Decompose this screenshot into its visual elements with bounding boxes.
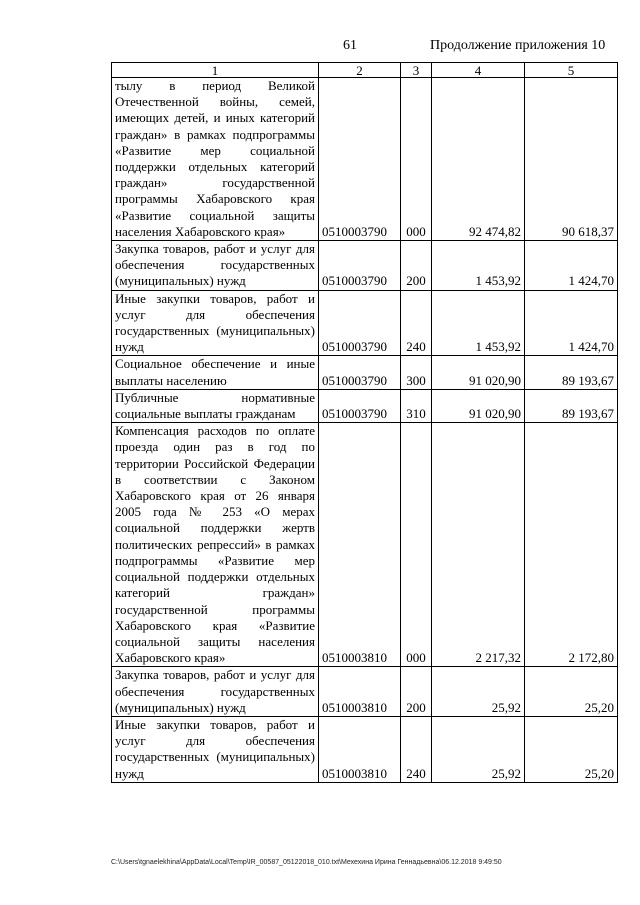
- row-sum-2: 2 172,80: [525, 423, 618, 667]
- row-name: Компенсация расходов по оплате проезда один раз в год по территории Российской Федерации в соответствии с Законом Хабаровского края от 26 января 2005 года № 253 «О мерах социальной поддержки жертв политических репрессий» в рамках подпрограммы «Развитие мер социальной поддержки отдельных категорий граждан» государственной программы Хабаровского края «Развитие социальной защиты населения Хабаровского края»: [112, 423, 319, 667]
- row-name: Закупка товаров, работ и услуг для обеспечения государственных (муниципальных) нужд: [112, 667, 319, 717]
- row-expense-type: 300: [401, 356, 432, 389]
- table-row: [112, 241, 618, 291]
- row-code: 0510003810: [319, 423, 401, 667]
- table-row: [112, 389, 618, 422]
- row-name: Публичные нормативные социальные выплаты гражданам: [112, 389, 319, 422]
- row-code: 0510003790: [319, 241, 401, 291]
- row-expense-type: 240: [401, 716, 432, 782]
- column-header-1: 1: [112, 63, 319, 78]
- row-code: 0510003790: [319, 389, 401, 422]
- column-header-5: 5: [525, 63, 618, 78]
- table-row: [112, 356, 618, 389]
- table-row: [112, 716, 618, 782]
- row-code: 0510003790: [319, 78, 401, 241]
- column-header-2: 2: [319, 63, 401, 78]
- row-code: 0510003810: [319, 716, 401, 782]
- row-sum-1: 25,92: [432, 716, 525, 782]
- continuation-caption: Продолжение приложения 10: [430, 38, 606, 53]
- row-sum-1: 2 217,32: [432, 423, 525, 667]
- table-row: [112, 667, 618, 717]
- page-number: 61: [343, 38, 357, 53]
- row-expense-type: 000: [401, 423, 432, 667]
- row-sum-2: 25,20: [525, 667, 618, 717]
- row-sum-1: 91 020,90: [432, 389, 525, 422]
- table-row: [112, 290, 618, 356]
- budget-table: [111, 62, 618, 783]
- row-sum-2: 89 193,67: [525, 356, 618, 389]
- row-sum-2: 89 193,67: [525, 389, 618, 422]
- row-expense-type: 240: [401, 290, 432, 356]
- row-sum-2: 25,20: [525, 716, 618, 782]
- table-row: [112, 423, 618, 667]
- column-header-3: 3: [401, 63, 432, 78]
- row-code: 0510003810: [319, 667, 401, 717]
- row-sum-1: 25,92: [432, 667, 525, 717]
- row-name: Социальное обеспечение и иные выплаты населению: [112, 356, 319, 389]
- row-sum-2: 1 424,70: [525, 290, 618, 356]
- file-path-footer: C:\Users\tgnaelekhina\AppData\Local\Temp\IR_00587_05122018_010.txt\Мехехина Ирина Геннадьевна\06.12.2018 9:49:50: [111, 859, 502, 866]
- row-expense-type: 200: [401, 667, 432, 717]
- row-name: Закупка товаров, работ и услуг для обеспечения государственных (муниципальных) нужд: [112, 241, 319, 291]
- row-sum-1: 1 453,92: [432, 290, 525, 356]
- row-sum-1: 91 020,90: [432, 356, 525, 389]
- row-sum-2: 90 618,37: [525, 78, 618, 241]
- row-name: Иные закупки товаров, работ и услуг для обеспечения государственных (муниципальных) нужд: [112, 716, 319, 782]
- row-expense-type: 200: [401, 241, 432, 291]
- table-header-row: [112, 63, 618, 78]
- row-code: 0510003790: [319, 356, 401, 389]
- table-row: [112, 78, 618, 241]
- row-sum-2: 1 424,70: [525, 241, 618, 291]
- row-name: тылу в период Великой Отечественной войны, семей, имеющих детей, и иных категорий граждан» в рамках подпрограммы «Развитие мер социальной поддержки отдельных категорий граждан» государственной программы Хабаровского края «Развитие социальной защиты населения Хабаровского края»: [112, 78, 319, 241]
- row-sum-1: 92 474,82: [432, 78, 525, 241]
- row-code: 0510003790: [319, 290, 401, 356]
- row-sum-1: 1 453,92: [432, 241, 525, 291]
- row-name: Иные закупки товаров, работ и услуг для обеспечения государственных (муниципальных) нужд: [112, 290, 319, 356]
- column-header-4: 4: [432, 63, 525, 78]
- row-expense-type: 000: [401, 78, 432, 241]
- row-expense-type: 310: [401, 389, 432, 422]
